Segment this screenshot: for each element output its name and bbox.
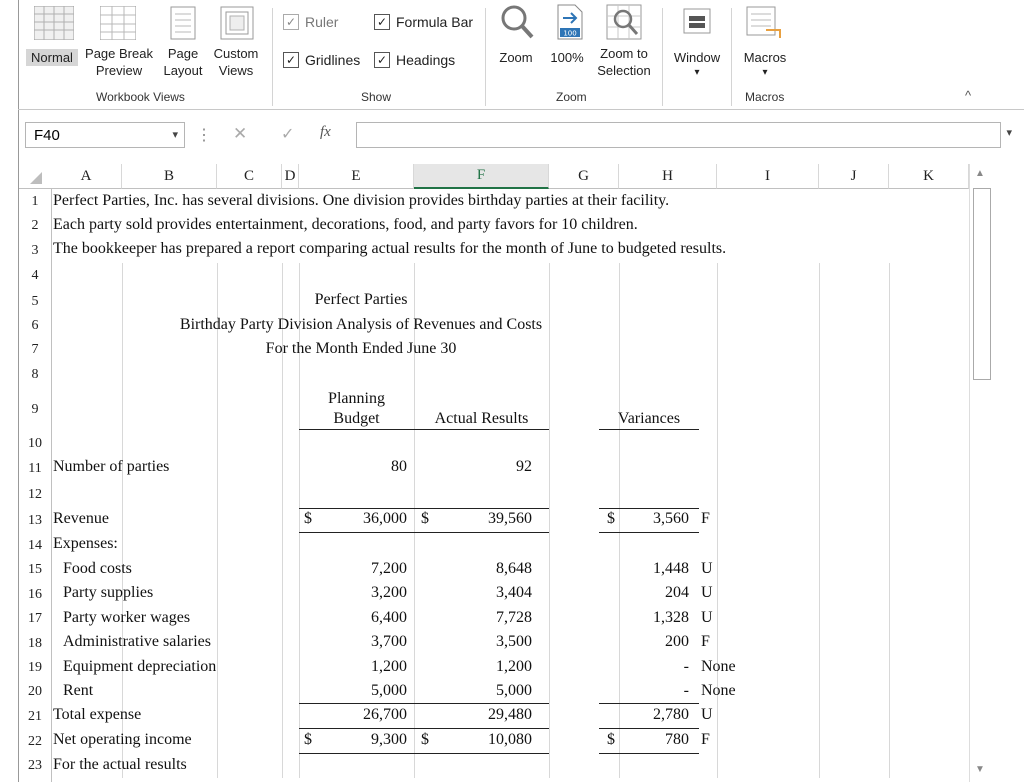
row-header-border [51,189,52,782]
column-header-k[interactable]: K [889,164,969,189]
zoom-button[interactable]: Zoom [499,50,533,65]
currency-symbol: $ [421,731,429,748]
row-header-17[interactable]: 17 [28,611,42,626]
show-group-label: Show [361,90,392,104]
revenue-top-border [299,508,549,509]
headings-checkbox[interactable] [374,52,455,68]
planning-budget-value: 1,200 [371,658,407,675]
heading-underline [414,429,549,430]
ribbon [0,0,1024,110]
custom-views-button[interactable] [210,45,262,79]
planning-budget-value: 3,700 [371,633,407,650]
workbook-views-group-label: Workbook Views [96,90,185,104]
ruler-checkbox[interactable] [283,14,338,30]
zoom-to-selection-label-2: Selection [597,63,651,78]
double-underline [599,753,699,754]
planning-budget-value: 6,400 [371,609,407,626]
double-underline [299,753,549,754]
line-item-label: Net operating income [53,731,192,748]
total-underline [299,728,549,729]
column-header-b[interactable]: B [122,164,217,189]
window-dropdown-arrow[interactable]: ▾ [694,67,700,78]
actual-results-value: 7,728 [496,609,532,626]
line-item-label: Equipment depreciation [63,658,217,675]
row-header-1[interactable]: 1 [31,194,39,209]
planning-budget-value: 26,700 [363,706,407,723]
planning-budget-heading: Planning [328,390,385,407]
custom-views-icon[interactable] [220,6,254,40]
page-layout-label-2: Layout [163,63,203,78]
variance-flag: F [701,731,710,748]
row-header-8[interactable]: 8 [31,367,39,382]
intro-text-line: Perfect Parties, Inc. has several divisions. One division provides birthday parties at their facility. [53,192,670,209]
name-box-value: F40 [34,126,60,144]
gridline [889,263,890,778]
currency-symbol: $ [421,510,429,527]
cancel-icon[interactable]: ✕ [233,124,248,143]
normal-view-icon[interactable] [34,6,74,40]
heading-underline [599,429,699,430]
separator [662,8,663,106]
ruler-label: Ruler [305,14,339,30]
macros-dropdown-arrow[interactable]: ▾ [762,67,768,78]
variance-value: 204 [665,584,689,601]
report-subtitle: Birthday Party Division Analysis of Revenues and Costs [179,316,543,333]
page-break-preview-button[interactable] [82,45,156,79]
planning-budget-value: 36,000 [363,510,407,527]
formula-bar-label: Formula Bar [396,14,474,30]
revenue-bottom-border [599,532,699,533]
zoom-icon[interactable] [500,4,534,40]
row-header-23[interactable]: 23 [28,758,42,773]
column-header-j[interactable]: J [819,164,889,189]
variance-value: 3,560 [653,510,689,527]
custom-views-label-1: Custom [213,46,259,61]
variance-flag: None [701,658,736,675]
select-all-corner[interactable] [29,171,43,185]
window-button[interactable]: Window [673,50,721,65]
planning-budget-heading: Budget [333,410,380,427]
planning-budget-value: 5,000 [371,682,407,699]
worksheet-grid[interactable] [19,164,969,782]
formula-bar-check-box[interactable]: ✓ [374,14,390,30]
variance-value: - [683,682,689,699]
headings-check-box[interactable]: ✓ [374,52,390,68]
subtotal-underline [299,703,549,704]
variance-value: 1,328 [653,609,689,626]
formula-bar [19,112,1024,158]
currency-symbol: $ [607,731,615,748]
page-break-preview-icon[interactable] [100,6,136,40]
row-header-15[interactable]: 15 [28,562,42,577]
actual-results-value: 39,560 [488,510,532,527]
formula-bar-checkbox[interactable] [374,14,473,30]
revenue-bottom-border [299,532,549,533]
line-item-label: Number of parties [53,458,170,475]
row-header-7[interactable]: 7 [31,342,39,357]
column-header-a[interactable]: A [51,164,122,189]
vertical-scrollbar[interactable] [969,164,994,782]
headings-label: Headings [396,52,456,68]
report-title: Perfect Parties [314,291,408,308]
row-header-22[interactable]: 22 [28,733,42,749]
ribbon-divider [18,109,1024,110]
row-header-4[interactable]: 4 [31,268,39,283]
macros-icon[interactable] [746,6,782,40]
actual-results-value: 5,000 [496,682,532,699]
gridline [717,263,718,778]
gridline [819,263,820,778]
row-header-16[interactable]: 16 [28,586,42,602]
row-header-20[interactable]: 20 [28,684,42,699]
zoom-to-selection-button[interactable] [590,45,658,79]
actual-results-value: 1,200 [496,658,532,675]
planning-budget-value: 7,200 [371,560,407,577]
variance-value: 2,780 [653,706,689,723]
actual-results-heading: Actual Results [434,410,529,427]
header-corner-line [19,188,51,189]
separator [485,8,486,106]
scroll-up-button[interactable]: ▲ [975,168,985,179]
column-header-e[interactable]: E [299,164,414,189]
name-box[interactable] [25,122,185,148]
row-header-10[interactable]: 10 [28,435,42,451]
actual-results-value: 3,500 [496,633,532,650]
row-header-21[interactable]: 21 [28,708,42,724]
line-item-label: Party worker wages [63,609,191,626]
formula-bar-grip[interactable]: ⋮ [196,127,212,144]
scroll-down-button[interactable]: ▼ [975,764,985,775]
line-item-label: Administrative salaries [63,633,211,650]
subtotal-underline [599,703,699,704]
macros-group-label: Macros [745,90,785,104]
variance-flag: F [701,510,710,527]
currency-symbol: $ [607,510,615,527]
row-header-3[interactable]: 3 [31,242,39,258]
name-box-dropdown-icon[interactable]: ▾ [172,129,178,141]
variance-value: 1,448 [653,560,689,577]
revenue-top-border [599,508,699,509]
column-header-f[interactable]: F [414,164,549,189]
actual-results-value: 8,648 [496,560,532,577]
line-item-label: Party supplies [63,584,154,601]
zoom-100-icon-label: 100 [563,29,577,38]
separator [272,8,273,106]
total-underline [599,728,699,729]
intro-text-line: The bookkeeper has prepared a report comparing actual results for the month of June to budgeted results. [53,240,727,257]
row-header-11[interactable]: 11 [28,461,42,476]
zoom-100-icon[interactable] [557,4,583,40]
variances-heading: Variances [617,410,681,427]
expenses-label: Expenses: [53,535,118,552]
row-header-19[interactable]: 19 [28,660,42,675]
page-break-label-1: Page Break [85,46,153,61]
gridlines-label: Gridlines [305,52,361,68]
variance-flag: None [701,682,736,699]
formula-input[interactable] [356,122,1001,148]
column-header-g[interactable]: G [549,164,619,189]
planning-budget-value: 3,200 [371,584,407,601]
row-header-14[interactable]: 14 [28,537,42,553]
variance-flag: F [701,633,710,650]
page-layout-button[interactable] [160,45,206,79]
variance-flag: U [701,560,713,577]
currency-symbol: $ [304,510,312,527]
row-header-13[interactable]: 13 [28,512,42,528]
variance-flag: U [701,584,713,601]
row-header-18[interactable]: 18 [28,635,42,651]
variance-value: 780 [665,731,689,748]
normal-view-button[interactable]: Normal [26,49,78,66]
macros-button[interactable]: Macros [743,50,787,65]
row-header-5[interactable]: 5 [31,293,39,309]
insert-function-icon[interactable]: fx [320,124,331,140]
intro-text-line: Each party sold provides entertainment, decorations, food, and party favors for 10 children. [53,216,638,233]
gridlines-check-box[interactable]: ✓ [283,52,299,68]
planning-budget-value: 9,300 [371,731,407,748]
column-header-i[interactable]: I [717,164,819,189]
variance-flag: U [701,706,713,723]
column-header-d[interactable]: D [282,164,299,189]
column-header-c[interactable]: C [217,164,282,189]
row-header-12[interactable]: 12 [28,487,42,502]
scrollbar-thumb[interactable] [973,188,991,380]
row-header-6[interactable]: 6 [31,318,39,333]
window-icon[interactable] [683,8,711,34]
row-header-2[interactable]: 2 [31,218,39,233]
enter-icon[interactable]: ✓ [281,126,295,143]
actual-results-value: 92 [516,458,532,475]
currency-symbol: $ [304,731,312,748]
line-item-label: Rent [63,682,94,699]
actual-results-value: 29,480 [488,706,532,723]
ruler-check-box[interactable]: ✓ [283,14,299,30]
zoom-to-selection-label-1: Zoom to [600,46,648,61]
actual-results-value: 3,404 [496,584,532,601]
page-layout-icon[interactable] [170,6,196,40]
column-header-h[interactable]: H [619,164,717,189]
actual-results-value: 10,080 [488,731,532,748]
line-item-label: Revenue [53,510,109,527]
zoom-to-selection-icon[interactable] [606,4,642,40]
page-layout-label-1: Page [167,46,199,61]
collapse-ribbon-button[interactable]: ^ [965,88,972,103]
row-header-9[interactable]: 9 [31,401,39,417]
variance-value: 200 [665,633,689,650]
separator [731,8,732,106]
expand-formula-bar-icon[interactable]: ▾ [1006,127,1012,139]
custom-views-label-2: Views [218,63,254,78]
intro-text-line: For the actual results [53,756,187,773]
planning-budget-value: 80 [391,458,407,475]
gridlines-checkbox[interactable] [283,52,360,68]
line-item-label: Food costs [63,560,132,577]
zoom-group-label: Zoom [556,90,587,104]
variance-flag: U [701,609,713,626]
variance-value: - [683,658,689,675]
zoom-100-button[interactable]: 100% [550,50,584,65]
report-date-line: For the Month Ended June 30 [265,340,457,357]
heading-underline [299,429,414,430]
page-break-label-2: Preview [95,63,143,78]
line-item-label: Total expense [53,706,142,723]
